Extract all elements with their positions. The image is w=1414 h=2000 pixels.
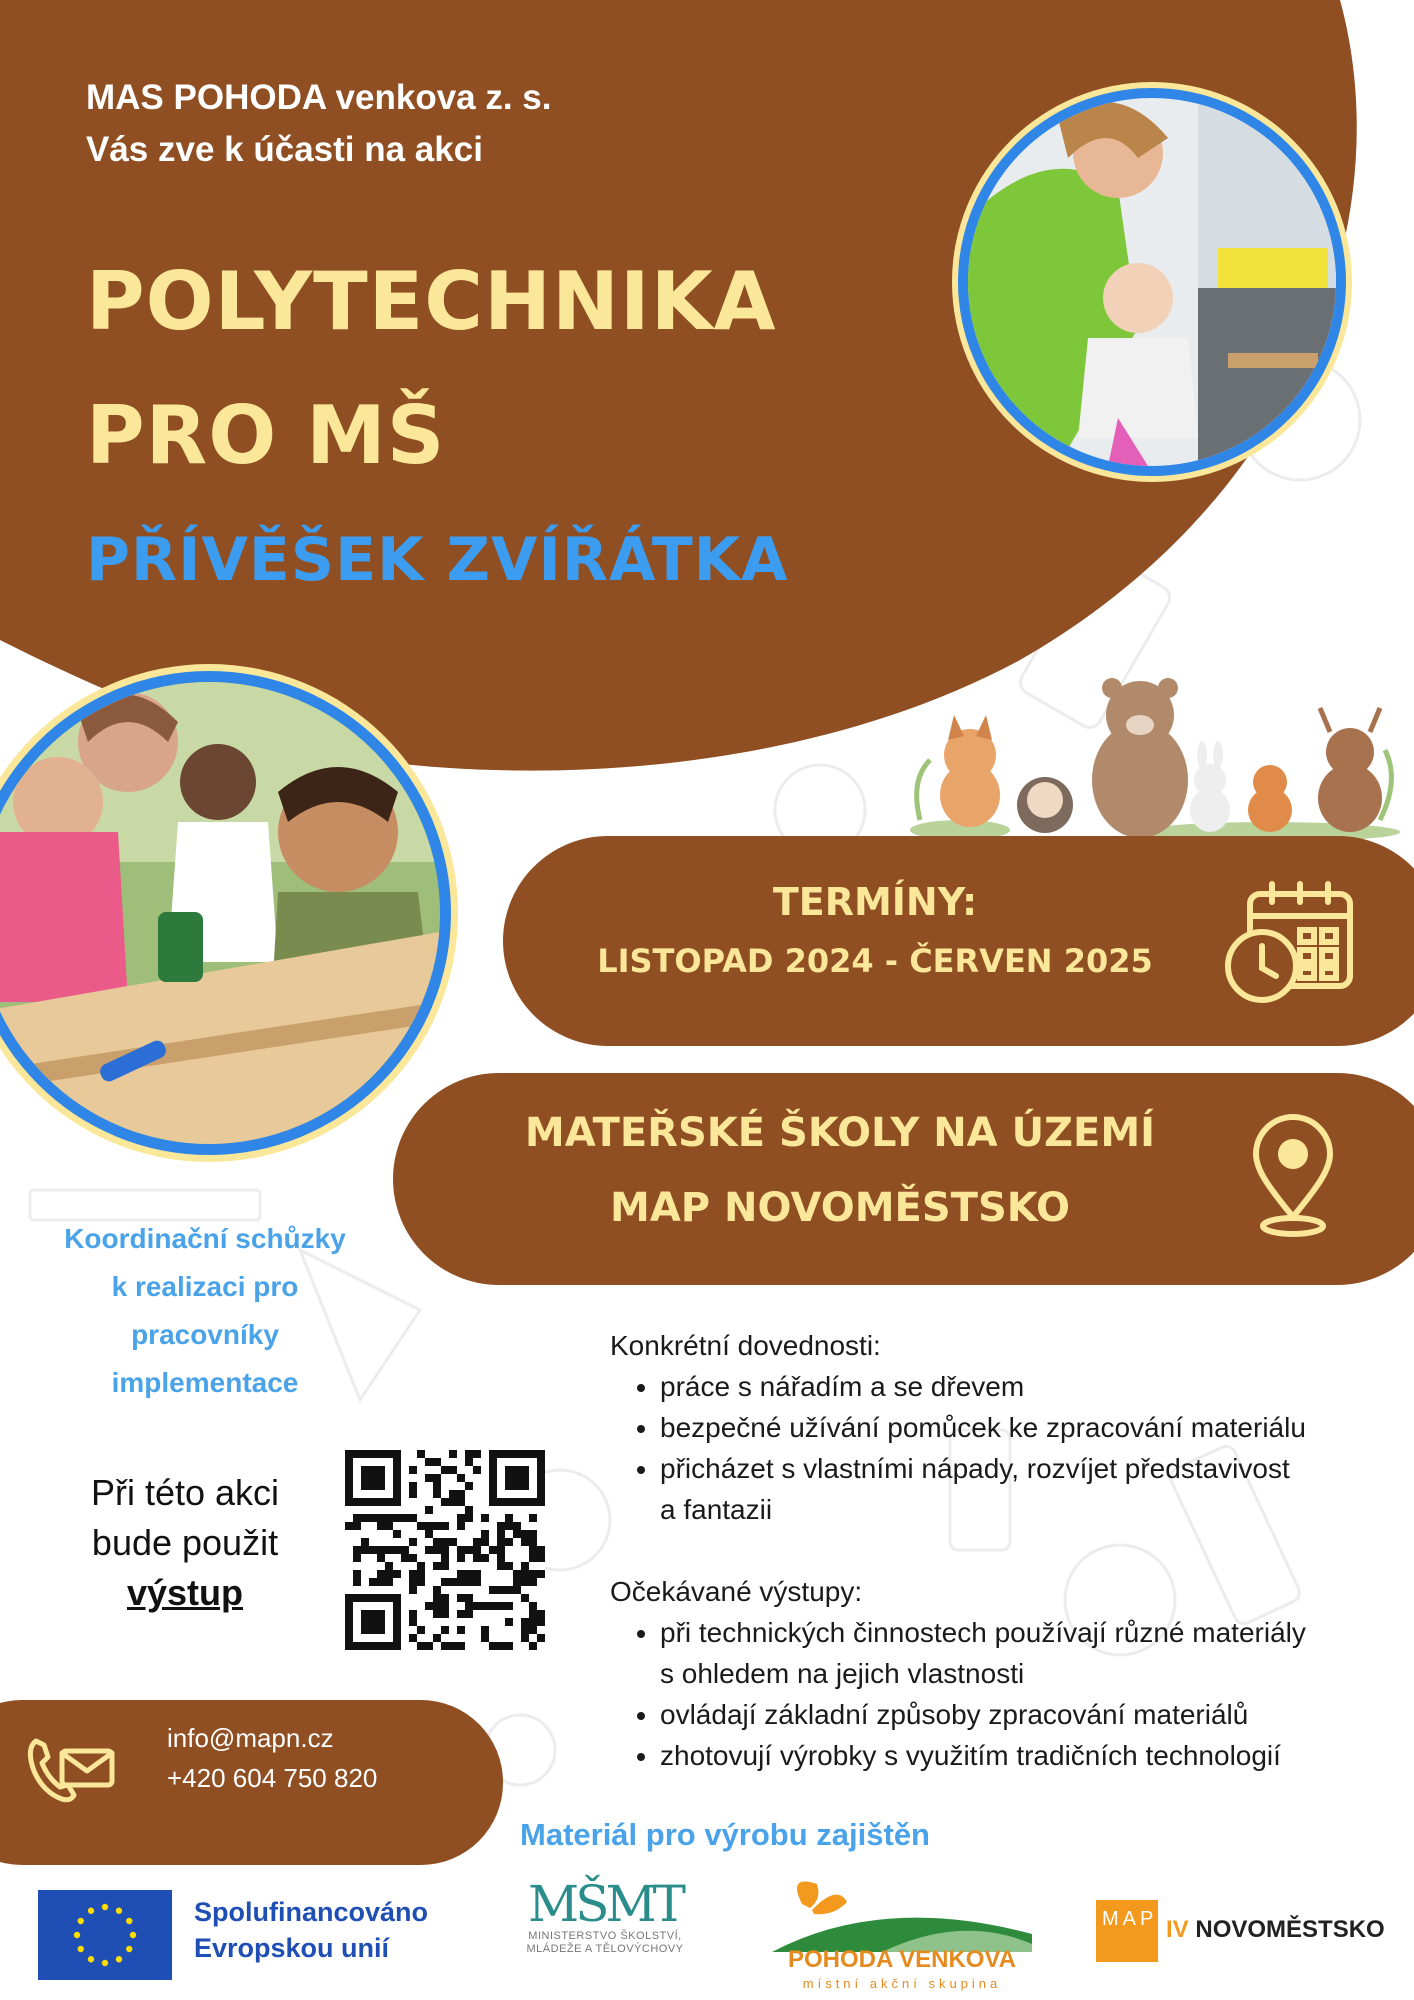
forest-animals-illustration	[900, 670, 1410, 845]
skill-item-continuation: a fantazii	[660, 1494, 773, 1525]
event-subtitle: PŘÍVĚŠEK ZVÍŘÁTKA	[86, 525, 789, 595]
skill-item: • bezpečné užívání pomůcek ke zpracování materiálu	[660, 1407, 1400, 1448]
qr-code[interactable]	[345, 1450, 545, 1650]
map-name: NOVOMĚSTSKO	[1195, 1916, 1385, 1943]
invite-text: Vás zve k účasti na akci	[86, 130, 483, 169]
dates-label: TERMÍNY:	[772, 880, 978, 924]
msmt-line-1: MINISTERSTVO ŠKOLSTVÍ,	[528, 1930, 682, 1942]
skill-item: • práce s nářadím a se dřevem	[660, 1366, 1400, 1407]
coordination-line-4: implementace	[111, 1367, 299, 1398]
output-item: • zhotovují výrobky s využitím tradičních technologií	[660, 1735, 1400, 1776]
location-pin-icon	[1248, 1112, 1338, 1242]
title-line-1: POLYTECHNIKA	[86, 255, 777, 348]
organizer-name: MAS POHODA venkova z. s.	[86, 78, 552, 117]
contact-email[interactable]: info@mapn.cz	[167, 1723, 334, 1753]
skills-list	[610, 1366, 1400, 1530]
output-note	[60, 1468, 310, 1618]
dates-value: LISTOPAD 2024 - ČERVEN 2025	[597, 942, 1153, 980]
material-note: Materiál pro výrobu zajištěn	[520, 1817, 930, 1852]
eu-text-line-1: Spolufinancováno	[194, 1897, 429, 1927]
contact-phone[interactable]: +420 604 750 820	[167, 1763, 378, 1793]
location-line-1: MATEŘSKÉ ŠKOLY NA ÚZEMÍ	[524, 1110, 1156, 1156]
coordination-line-2: k realizaci pro	[111, 1271, 299, 1302]
page-title	[86, 235, 777, 503]
contact-details	[167, 1718, 377, 1798]
output-note-line-1: Při této akci	[90, 1472, 280, 1513]
outputs-list	[610, 1612, 1400, 1776]
coordination-line-3: pracovníky	[131, 1319, 279, 1350]
skill-item: • přicházet s vlastními nápady, rozvíjet představivost	[660, 1448, 1400, 1489]
title-line-2: PRO MŠ	[86, 389, 446, 482]
coordination-line-1: Koordinační schůzky	[64, 1223, 346, 1254]
eu-flag-logo	[38, 1890, 172, 1980]
skills-section	[610, 1325, 1400, 1776]
map-logo-box: MAP	[1096, 1900, 1158, 1962]
output-note-line-2: bude použit	[91, 1522, 279, 1563]
pohoda-name: POHODA VENKOVA	[787, 1946, 1017, 1973]
butterfly-hills-icon	[762, 1874, 1042, 1954]
output-item-continuation: s ohledem na jejich vlastnosti	[660, 1658, 1025, 1689]
skills-heading: Konkrétní dovednosti:	[610, 1330, 881, 1361]
msmt-line-2: MLÁDEŽE A TĚLOVÝCHOVY	[526, 1943, 684, 1955]
partner-logos	[0, 1870, 1414, 2000]
output-link[interactable]: výstup	[126, 1572, 244, 1613]
calendar-clock-icon	[1222, 880, 1362, 1008]
outputs-heading: Očekávané výstupy:	[610, 1576, 863, 1607]
msmt-logo	[505, 1875, 705, 1956]
coordination-note	[30, 1215, 380, 1407]
map-prefix: IV	[1166, 1916, 1189, 1943]
output-item: • při technických činnostech používají různé materiály	[660, 1612, 1400, 1653]
eu-cofinancing-text	[194, 1894, 428, 1966]
location-line-2: MAP NOVOMĚSTSKO	[610, 1185, 1070, 1231]
msmt-mark: MŠMT	[528, 1875, 682, 1933]
map-logo-text	[1166, 1916, 1385, 1944]
output-item: • ovládají základní způsoby zpracování materiálů	[660, 1694, 1400, 1735]
phone-mail-icon	[26, 1733, 116, 1803]
organizer-block	[86, 72, 552, 176]
pohoda-subtitle: místní akční skupina	[802, 1976, 1002, 1991]
pohoda-venkova-logo	[762, 1874, 1042, 1994]
workshop-photo-teacher	[968, 98, 1336, 466]
eu-text-line-2: Evropskou unií	[194, 1933, 390, 1963]
